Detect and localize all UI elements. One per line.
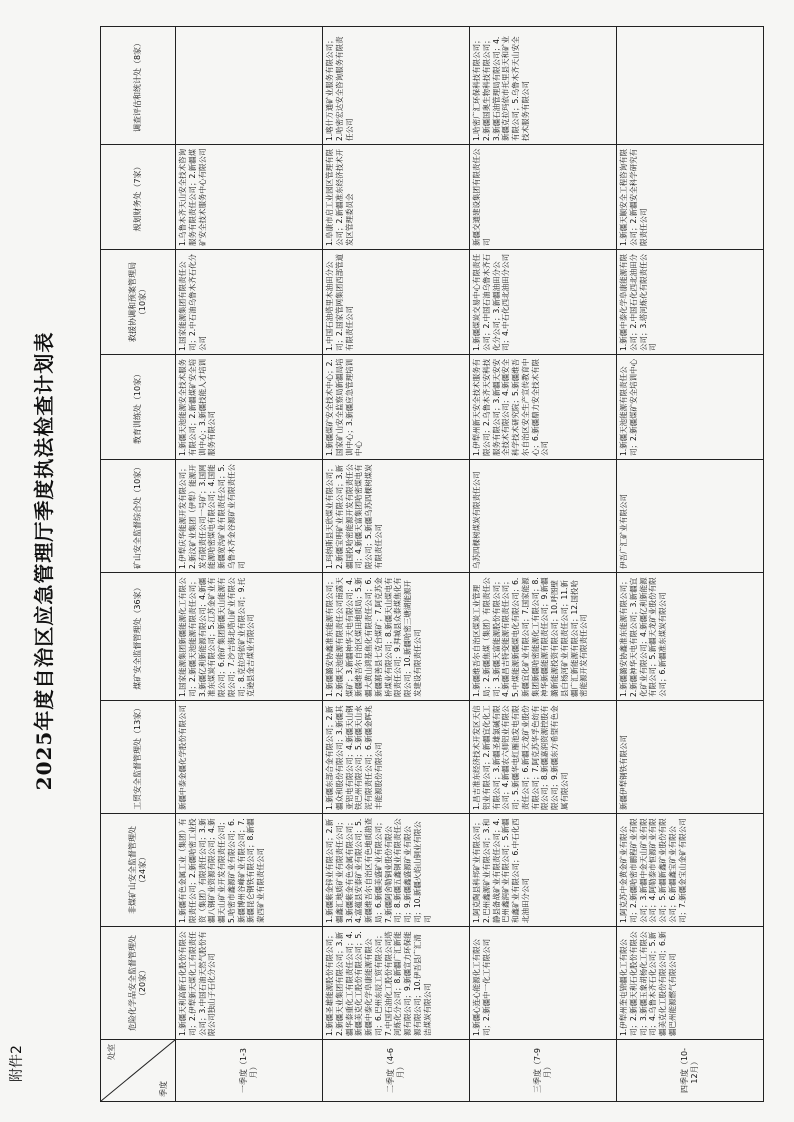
table-cell: 1.阿克陶县科邦矿业有限公司；2.巴州鑫源矿业有限公司；3.和静县备战矿业有限责任公司；4.巴州鑫润矿业有限公司；5.新疆和鑫矿业有限公司；6.中石化西北油田分公司	[470, 814, 617, 927]
table-cell: 1.国家能源集团有限责任公司；2.中石油乌鲁木齐石化分公司	[176, 250, 323, 355]
attachment-label: 附件2	[9, 1045, 25, 1082]
table-cell: 1.新疆中泰化学阜康能源有限公司；2.中国石化西北油田分公司；3.塔河炼化有限责任公司	[617, 250, 764, 355]
header-row	[101, 27, 176, 1102]
table-cell: 新疆中泰金疆化学股份有限公司	[176, 701, 323, 814]
table-cell: 1.乌鲁木齐天山安全技术咨询服务有限责任公司；2.新疆煤矿安全技术服务中心有限公司	[176, 145, 323, 250]
table-cell	[617, 27, 764, 145]
table-cell: 1.新疆潞安协鑫准东能源有限公司；2.新疆天池能源有限责任公司南露天煤矿；3.新疆神华天电有限公司；4.新疆维吾尔自治区煤田地质局；5.新疆大黄山鸿基焦化有限责任公司；6.新疆鄯善县七克台煤矿；7.阿克苏金桥煤业有限公司；8.新疆天山煤电有限责任公司；9.拜城县众泰煤焦化有限公司；10.新疆哈密三塘湖能源开发建设有限责任公司	[323, 573, 470, 701]
col-header: 救援协调和预案管理局（10家）	[101, 250, 176, 355]
quarter-cell: 二季度（4-6月）	[323, 1040, 470, 1102]
col-header: 煤矿安全监督管理处（36家）	[101, 573, 176, 701]
table-cell: 1.新疆有色金属工业（集团）有限责任公司；2.新疆哈密工业投资（集团）有限责任公司；3.新疆八钢矿业资源有限公司；4.新疆天山矿业开发有限责任公司；5.哈密市鑫源矿业有限公司；6.新疆博州谷峰矿业有限公司；7.新疆昆仑钢铁有限公司；8.新疆蒙西矿业有限责任公司	[176, 814, 323, 927]
table-cell: 新疆伊犁钢铁有限公司	[617, 701, 764, 814]
table-cell: 1.新疆紫金锌业有限公司；2.新疆鑫汇地质矿业有限责任公司；3.新疆紫金有色金属有限公司；4.富蕴县安泰矿业有限公司；5.新疆维吾尔自治区有色地质勘查局；6.新疆美盛矿业有限公司；7.新疆阿舍勒铜业股份有限公司；8.新疆五鑫铜业有限责任公司；9.新疆鑫盛源矿业有限公司；10.新疆火焰山铜业有限公司	[323, 814, 470, 927]
table-cell: 1.新疆维吾尔自治区煤炭工业管理局；2.新疆焦煤（集团）有限责任公司；3.新疆天富能源股份有限公司；4.新疆昌吉特变能源有限责任公司；5.中煤能源新疆煤电化有限公司；6.新疆宜化矿业有限公司；7.国家能源集团新疆哈密能源化工有限公司；8.神华新疆能源有限责任公司；9.新疆潞新能源投资有限公司；10.呼图壁县白杨河矿业有限责任公司；11.新疆广汇新能源有限公司；12.国投哈密能源开发有限责任公司	[470, 573, 617, 701]
col-header: 非煤矿山安全监督管理处（24家）	[101, 814, 176, 927]
table-row	[470, 27, 617, 1102]
table-cell: 1.伊犁州新天安全技术服务有限公司；2.乌鲁木齐天安科技服务有限公司；3.新疆天安安全技术有限公司；4.新疆安全科学技术研究院；5.新疆维吾尔自治区安全生产宣传教育中心；6.新疆鼎力安全技术有限公司	[470, 355, 617, 460]
table-cell: 1.新疆天池能源安全技术服务有限公司；2.新疆煤矿安全培训中心；3.新疆技能人才培训服务有限公司	[176, 355, 323, 460]
col-header: 工贸安全监督管理处（13家）	[101, 701, 176, 814]
col-header: 规划财务处（7家）	[101, 145, 176, 250]
table-cell: 1.新疆煤炭交易中心有限责任公司；2.中国石油乌鲁木齐石化分公司；3.新疆油田分公司；4.中石化西北油田分公司	[470, 250, 617, 355]
table-cell: 1.玛纳斯县天欣煤业有限公司；2.新疆宝明矿业有限公司；3.新疆国投哈密能源开发有限责任公司；4.新疆天富集团哈密煤电有限公司；5.新疆乌苏四棵树煤炭有限责任公司	[323, 460, 470, 573]
quarter-cell: 三季度（7-9月）	[470, 1040, 617, 1102]
table-cell: 1.新疆东部合金有限公司；2.新疆众和股份有限公司；3.新疆其亚铝电有限公司；4.新疆天山钢铁巴州有限公司；5.新疆天山水泥有限责任公司；6.新疆金晖兆丰能源股份有限公司	[323, 701, 470, 814]
table-cell: 1.新疆天利高新石化股份有限公司；2.伊犁新天煤化工有限责任公司；3.中国石油天然气股份有限公司独山子石化分公司	[176, 927, 323, 1040]
table-row	[176, 27, 323, 1102]
table-cell: 1.阿克苏中金黄金矿业有限公司；2.新疆哈密市鹏程矿业有限公司；3.新疆中金天山矿业有限公司；4.阿勒泰市恒源矿业有限公司；5.新疆新鑫矿业股份有限公司；6.新疆鑫宝矿业有限公司；7.新疆金宝山金矿有限公司	[617, 814, 764, 927]
table-cell: 1.中国石油塔里木油田分公司；2.国家管网集团西部管道有限责任公司	[323, 250, 470, 355]
table-cell: 1.伊犁庆华能源开发有限公司；2.新汶矿业集团（伊犁）能源开发有限责任公司一号矿；3.国网能源哈密煤电有限公司；4.国能新疆宽沟矿业有限责任公司；5.乌鲁木齐金谷源矿业有限责任公司	[176, 460, 323, 573]
page-title: 2025年度自治区应急管理厅季度执法检查计划表	[32, 331, 56, 791]
table-cell: 1.阜康市启工业园区管理有限公司；2.新疆准东经济技术开发区管理委员会	[323, 145, 470, 250]
inspection-plan-table	[100, 26, 764, 1102]
table-cell: 1.新疆煤矿安全技术中心；2.国家矿山安全监察局新疆局培训中心；3.新疆应急管理培训中心	[323, 355, 470, 460]
table-cell: 1.新疆天顺安全工程咨询有限公司；2.新疆安全科学研究有限责任公司	[617, 145, 764, 250]
corner-col-label: 处室	[107, 1044, 116, 1060]
table-cell: 乌苏四棵树煤炭有限责任公司	[470, 460, 617, 573]
table-cell: 1.新疆潞安协鑫准东能源有限公司；2.新疆神华天电有限公司；3.新疆宜化矿业有限公司；4.新疆亿利新能源有限公司；5.新疆天龙矿业股份有限公司；6.新疆准东煤炭有限公司	[617, 573, 764, 701]
corner-row-label: 季度	[158, 1081, 168, 1097]
quarter-cell: 四季度（10-12月）	[617, 1040, 764, 1102]
col-header: 矿山安全监督综合处（10家）	[101, 460, 176, 573]
table-cell: 1.国家能源集团新疆能源化工有限公司；2.新疆天池能源有限责任公司；3.新疆亿利新能源有限公司；4.新疆准东煤炭有限公司；5.江苏金矿业有限公司；6.徐矿集团新疆天山能源有限公司；7.沙吉海北塔山矿业有限公司；8.克拉玛依矿业有限公司；9.托克逊县金吉煤业有限公司	[176, 573, 323, 701]
table-row	[323, 27, 470, 1102]
quarter-cell: 一季度（1-3月）	[176, 1040, 323, 1102]
table-cell: 1.新疆心连心能源化工有限公司；2.新疆中一化工有限公司	[470, 927, 617, 1040]
table-cell: 1.新疆圣雄能源股份有限公司；2.新疆天业集团有限公司；3.新疆华泰重化工有限责任公司；4.新疆美克化工股份有限公司；5.新疆中泰化学阜康能源有限公司；6.巴州东辰工贸有限公司；7.中国石油化工股份有限公司塔河炼化分公司；8.新疆广汇新能源有限公司；9.新疆宣力环保能源有限公司；10.伊吾县广汇清洁煤炭有限公司	[323, 927, 470, 1040]
table-cell: 1.新疆天池能源有限责任公司；2.新疆煤矿安全培训中心	[617, 355, 764, 460]
table-cell: 1.昌吉准东经济技术开发区天信铝业有限公司；2.新疆宜化化工有限公司；3.新疆圣雄氯碱有限公司；4.新疆农六师铝业有限公司；5.新疆华电红雁池发电有限责任公司；6.新疆天龙矿业股份有限公司；7.阿克苏华孚色纺有限公司；8.新疆嘉润资源控股有限公司；9.新疆东方希望有色金属有限公司	[470, 701, 617, 814]
col-header: 危险化学品安全监督管理处（20家）	[101, 927, 176, 1040]
corner-cell	[101, 1040, 176, 1102]
col-header: 教育训练处（10家）	[101, 355, 176, 460]
table-cell: 1.喀什万通矿业服务有限公司；2.哈密宏达安全咨询服务有限责任公司	[323, 27, 470, 145]
table-cell: 新疆交通建设集团有限责任公司	[470, 145, 617, 250]
table-row	[617, 27, 764, 1102]
table-cell: 1.伊犁州奎屯锦疆化工有限公司；2.新疆天利石化股份有限公司；3.新疆玉象胡杨化工有限公司；4.乌鲁木齐石化公司；5.新疆美克化工股份有限公司；6.新疆巴州能源燃气有限公司	[617, 927, 764, 1040]
table-cell: 1.哈密广汇环保科技有限公司；2.新疆国奥生物科技有限公司；3.新疆石油管理局有限公司；4.新疆克拉玛依市托里县天和矿业有限公司；5.乌鲁木齐天山安全技术服务有限公司	[470, 27, 617, 145]
table-cell: 伊吾广汇矿业有限公司	[617, 460, 764, 573]
table-cell	[176, 27, 323, 145]
col-header: 调查评估和统计处（8家）	[101, 27, 176, 145]
